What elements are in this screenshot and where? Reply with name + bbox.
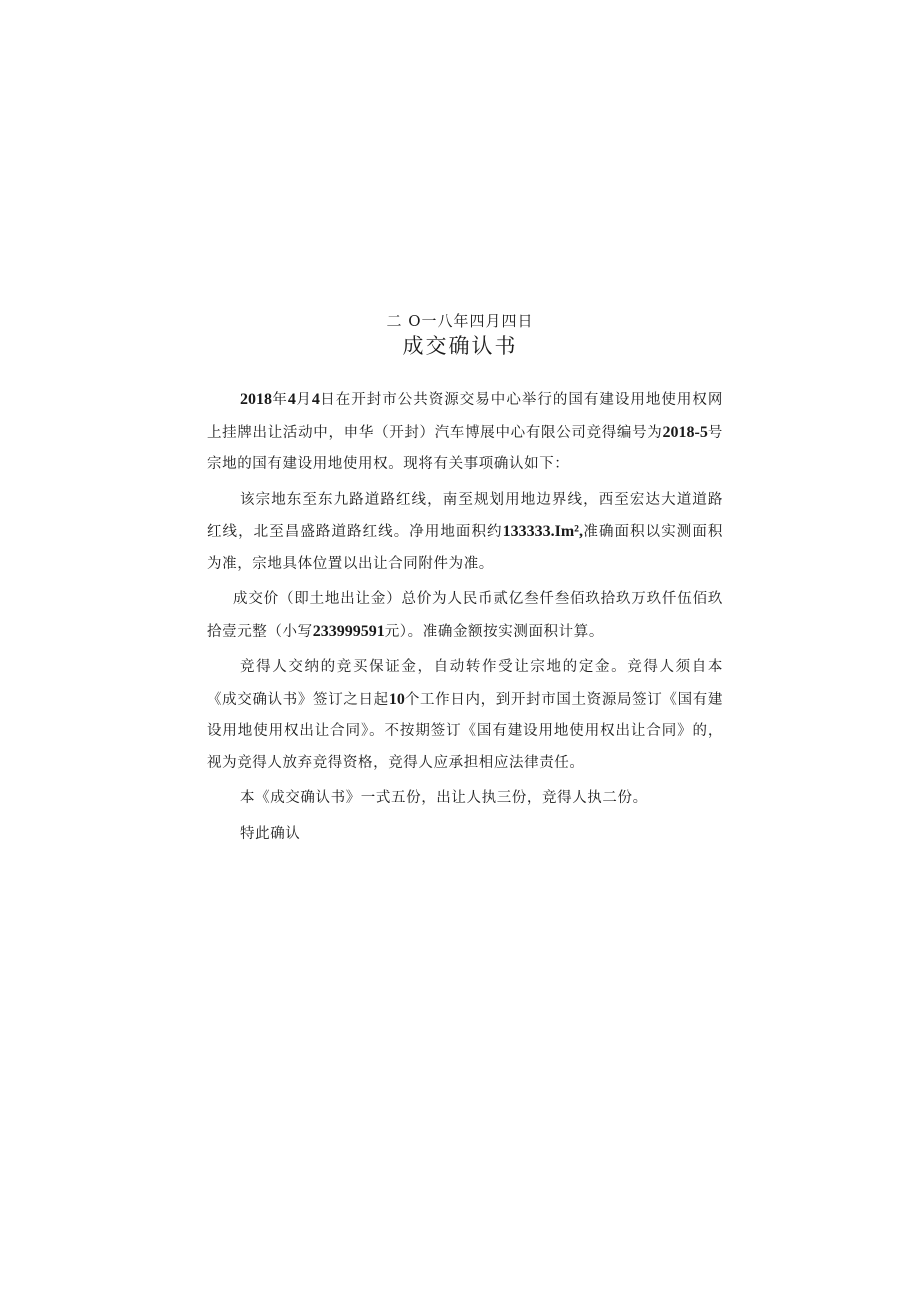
- text-segment: 日在开封市公共资源交易中心举行的国有建设用地使用权网上挂牌出让活动中，申华（开封）汽车博展中心有限公司竞得编号为: [207, 392, 723, 441]
- text-segment: 个工作日内，到开封市国土资源局签订《国有建设用地使用权出让合同》。不按期签订《国有建设用地使用权出让合同》的，视为竞得人放弃竞得资格，竞得人应承担相应法律责任。: [207, 691, 723, 771]
- paragraph-deposit: [207, 652, 723, 779]
- document-date: 二 O一八年四月四日: [386, 312, 534, 330]
- paragraph-price: [207, 584, 723, 648]
- date-month: 4: [287, 391, 296, 408]
- land-area: 133333.Im²,: [502, 523, 583, 540]
- text-segment: 年: [272, 392, 288, 408]
- text-segment: 成交价（即土地出让金）总价为人民币贰亿叁仟叁佰玖拾玖万玖仟伍佰玖拾壹元整（小写: [207, 591, 723, 640]
- date-year: 2018: [240, 391, 272, 408]
- working-days: 10: [388, 690, 405, 708]
- closing-statement: 特此确认: [240, 825, 301, 842]
- parcel-number: 2018-5: [662, 423, 708, 441]
- text-segment: 号宗地的国有建设用地使用权。现将有关事项确认如下：: [207, 424, 723, 472]
- text-segment: 竞得人交纳的竞买保证金，自动转作受让宗地的定金。竞得人须自本《成交确认书》签订之日起: [207, 659, 723, 708]
- document-body: [207, 384, 723, 854]
- date-day: 4: [311, 391, 320, 408]
- price-amount: 233999591: [312, 622, 385, 640]
- text-segment: 月: [295, 392, 312, 408]
- document-title: 成交确认书: [402, 334, 518, 358]
- text-segment: 该宗地东至东九路道路红线，南至规划用地边界线，西至宏达大道道路红线，北至昌盛路道路红线。净用地面积约: [207, 491, 723, 540]
- text-segment: 准确面积以实测面积为准，宗地具体位置以出让合同附件为准。: [207, 524, 723, 572]
- paragraph-boundaries: [207, 485, 723, 581]
- paragraph-intro: [207, 384, 723, 481]
- text-segment: 元）。准确金额按实测面积计算。: [384, 623, 604, 640]
- paragraph-copies: 本《成交确认书》一式五份，出让人执三份，竞得人执二份。: [240, 790, 648, 806]
